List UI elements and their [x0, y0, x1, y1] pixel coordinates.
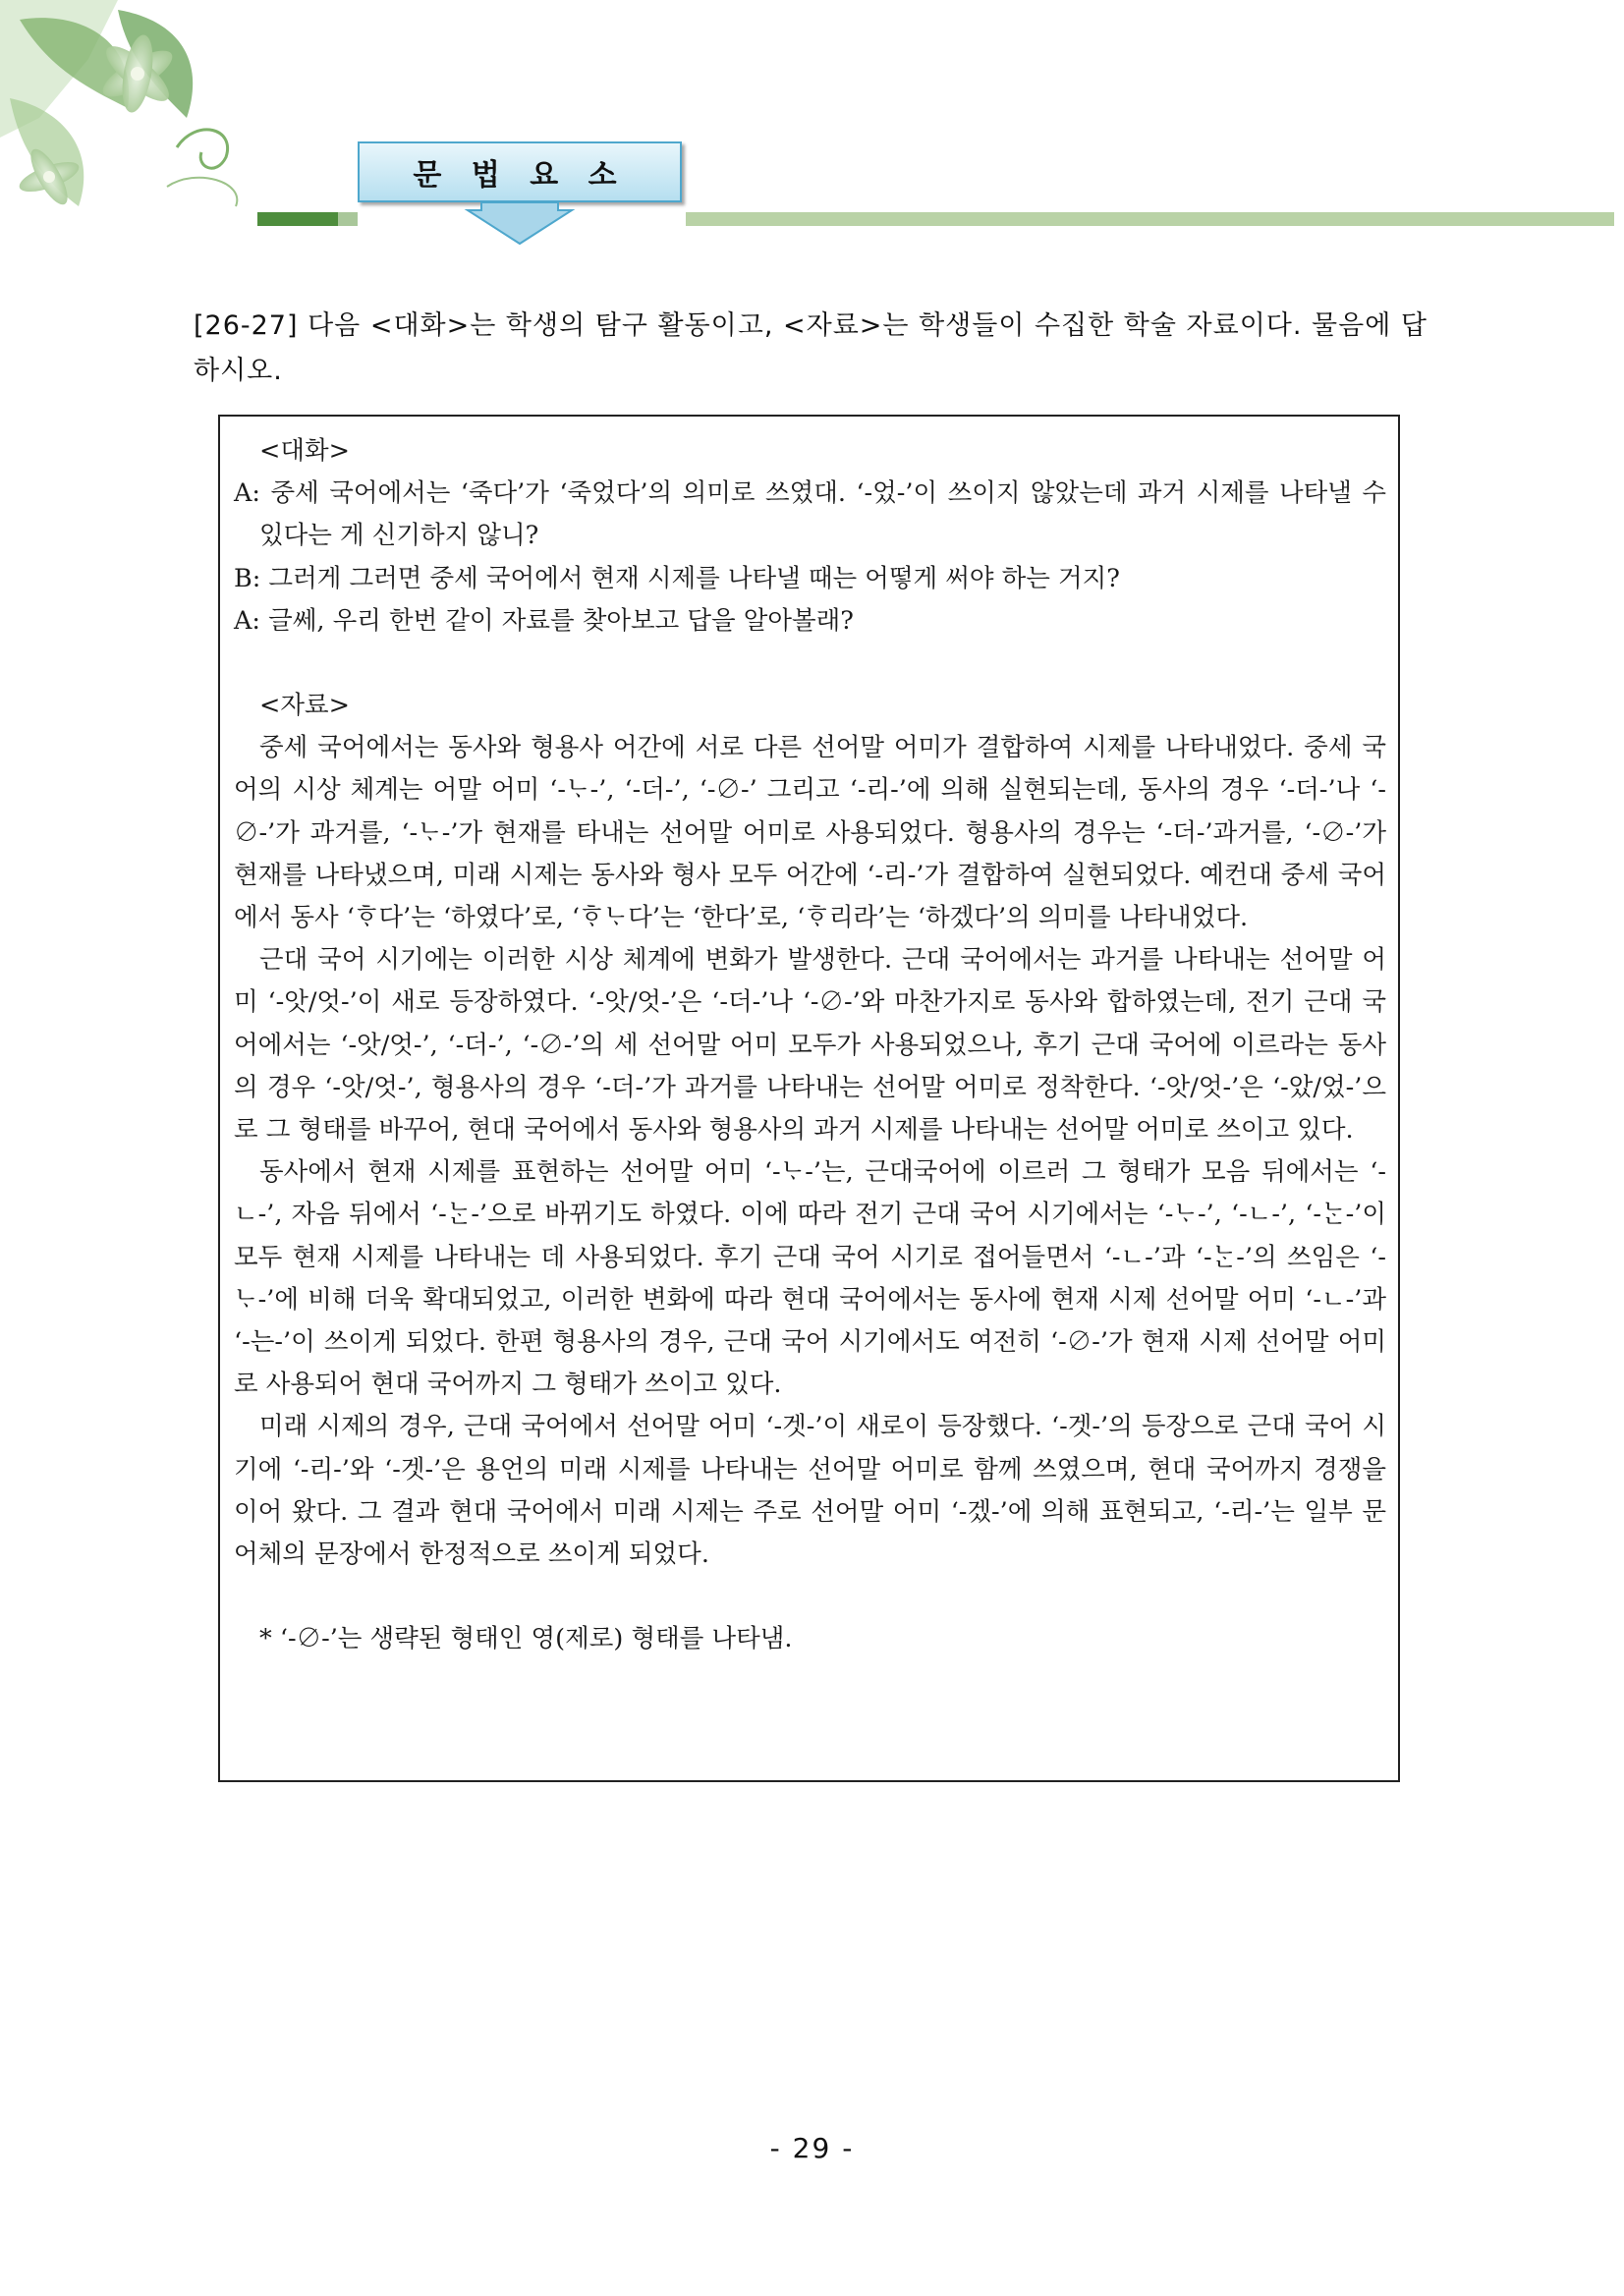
section-banner: [358, 141, 682, 202]
floral-decoration-icon: [0, 0, 265, 231]
page-number: - 29 -: [769, 2132, 855, 2164]
material-paragraph: 근대 국어 시기에는 이러한 시상 체계에 변화가 발생한다. 근대 국어에서는 과거를 나타내는 선어말 어미 ‘-앗/엇-’이 새로 등장하였다. ‘-앗/엇-’은 ‘-더-’나 ‘-∅-’와 마찬가지로 동사와 합하였는데, 전기 근대 국어에서는 ‘-앗/엇-’, ‘-더-’, ‘-∅-’의 세 선어말 어미 모두가 사용되었으나, 후기 근대 국어에 이르라는 동사의 경우 ‘-앗/엇-’, 형용사의 경우 ‘-더-’가 과거를 나타내는 선어말 어미로 정착한다. ‘-앗/엇-’은 ‘-았/었-’으로 그 형태를 바꾸어, 현대 국어에서 동사와 형용사의 과거 시제를 나타내는 선어말 어미로 쓰이고 있다.: [234, 945, 1386, 1146]
footnote: * ‘-∅-’는 생략된 형태인 영(제로) 형태를 나타냄.: [259, 1624, 793, 1654]
dialogue-line: B: 그러게 그러면 중세 국어에서 현재 시제를 나타낼 때는 어떻게 써야 하는 거지?: [234, 563, 1120, 593]
dialogue-label: <대화>: [259, 436, 350, 466]
material-paragraph: 동사에서 현재 시제를 표현하는 선어말 어미 ‘-ᄂᆞ-’는, 근대국어에 이르러 그 형태가 모음 뒤에서는 ‘-ㄴ-’, 자음 뒤에서 ‘-ᄂᆞᆫ-’으로 바뀌기도 하였다. 이에 따라 전기 근대 국어 시기에서는 ‘-ᄂᆞ-’, ‘-ㄴ-’, ‘-ᄂᆞᆫ-’이 모두 현재 시제를 나타내는 데 사용되었다. 후기 근대 국어 시기로 접어들면서 ‘-ㄴ-’과 ‘-ᄂᆞᆫ-’의 쓰임은 ‘-ᄂᆞ-’에 비해 더욱 확대되었고, 이러한 변화에 따라 현대 국어에서는 동사에 현재 시제 선어말 어미 ‘-ㄴ-’과 ‘-는-’이 쓰이게 되었다. 한편 형용사의 경우, 근대 국어 시기에서도 여전히 ‘-∅-’가 현재 시제 선어말 어미로 사용되어 현대 국어까지 그 형태가 쓰이고 있다.: [234, 1157, 1386, 1400]
material-label: <자료>: [259, 691, 350, 721]
dialogue-line: A: 글쎄, 우리 한번 같이 자료를 찾아보고 답을 알아볼래?: [234, 605, 854, 636]
down-arrow-icon: [462, 202, 578, 246]
header-rule-light: [338, 212, 358, 226]
material-paragraph: 중세 국어에서는 동사와 형용사 어간에 서로 다른 선어말 어미가 결합하여 시제를 나타내었다. 중세 국어의 시상 체계는 어말 어미 ‘-ᄂᆞ-’, ‘-더-’, ‘-∅-’ 그리고 ‘-리-’에 의해 실현되는데, 동사의 경우 ‘-더-’나 ‘-∅-’가 과거를, ‘-ᄂᆞ-’가 현재를 타내는 선어말 어미로 사용되었다. 형용사의 경우는 ‘-더-’과거를, ‘-∅-’가 현재를 나타냈으며, 미래 시제는 동사와 형사 모두 어간에 ‘-리-’가 결합하여 실현되었다. 예컨대 중세 국어에서 동사 ‘ᄒᆞ다’는 ‘하였다’로, ‘ᄒᆞᄂᆞ다’는 ‘한다’로, ‘ᄒᆞ리라’는 ‘하겠다’의 의미를 나타내었다.: [234, 733, 1386, 933]
header-rule-long: [686, 212, 1614, 226]
header-rule-dark: [257, 212, 338, 226]
spacer: [234, 643, 1386, 685]
question-instruction: [26-27] 다음 <대화>는 학생의 탐구 활동이고, <자료>는 학생들이 수집한 학술 자료이다. 물음에 답하시오.: [194, 310, 1428, 386]
section-banner-title: 문 법 요 소: [413, 158, 627, 193]
material-paragraph: 미래 시제의 경우, 근대 국어에서 선어말 어미 ‘-겟-’이 새로이 등장했다. ‘-겟-’의 등장으로 근대 국어 시기에 ‘-리-’와 ‘-겟-’은 용언의 미래 시제를 나타내는 선어말 어미로 함께 쓰였으며, 현대 국어까지 경쟁을 이어 왔다. 그 결과 현대 국어에서 미래 시제는 주로 선어말 어미 ‘-겠-’에 의해 표현되고, ‘-리-’는 일부 문어체의 문장에서 한정적으로 쓰이게 되었다.: [234, 1412, 1386, 1570]
dialogue-line: A: 중세 국어에서는 ‘죽다’가 ‘죽었다’의 의미로 쓰였대. ‘-었-’이 쓰이지 않았는데 과거 시제를 나타낼 수 있다는 게 신기하지 않니?: [234, 478, 1386, 551]
passage-content: [234, 430, 1386, 1660]
passage-box: [218, 415, 1400, 1782]
